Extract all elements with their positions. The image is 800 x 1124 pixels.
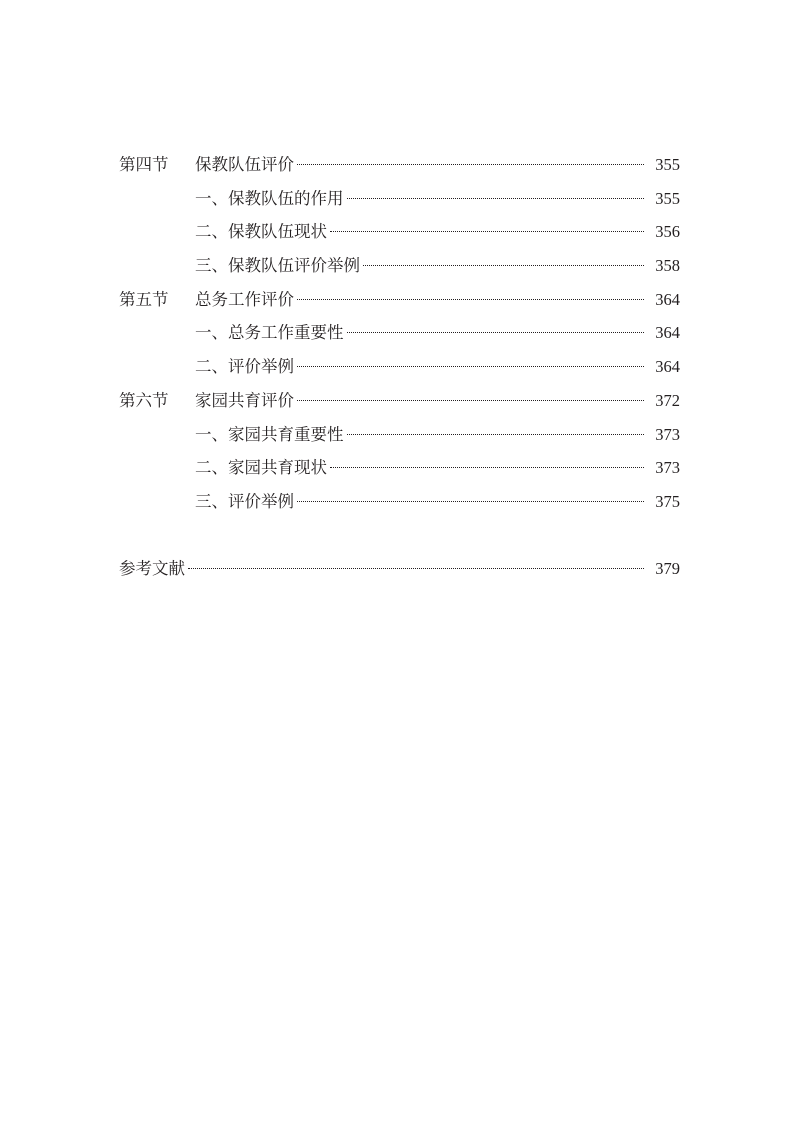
dot-leader <box>347 332 645 333</box>
page-number: 355 <box>655 155 680 174</box>
dot-leader <box>297 164 644 165</box>
page-number: 364 <box>655 289 680 309</box>
dot-leader <box>330 231 644 232</box>
entry-title: 二、评价举例 <box>195 357 294 377</box>
entry-title: 一、保教队伍的作用 <box>195 188 344 208</box>
page-number: 379 <box>655 558 680 578</box>
toc-entry[interactable] <box>119 350 680 384</box>
page-number: 358 <box>655 256 680 276</box>
page-number: 355 <box>655 188 680 208</box>
dot-leader <box>297 400 644 401</box>
section-number: 第六节 <box>119 390 169 410</box>
section-number: 第五节 <box>119 289 169 309</box>
dot-leader <box>347 434 645 435</box>
page-number: 364 <box>655 357 680 377</box>
toc-references[interactable] <box>119 552 680 586</box>
entry-title: 三、保教队伍评价举例 <box>195 256 360 276</box>
spacer <box>119 519 680 552</box>
page-number: 364 <box>655 323 680 343</box>
section-number: 第四节 <box>119 155 169 174</box>
entry-title: 三、评价举例 <box>195 491 294 511</box>
toc-entry[interactable] <box>119 485 680 519</box>
toc-entry[interactable] <box>119 182 680 216</box>
dot-leader <box>297 501 644 502</box>
toc-entry[interactable] <box>119 316 680 350</box>
dot-leader <box>347 198 645 199</box>
dot-leader <box>188 568 644 569</box>
toc-entry[interactable] <box>119 215 680 249</box>
dot-leader <box>297 366 644 367</box>
section-title: 保教队伍评价 <box>195 155 294 174</box>
toc-entry[interactable] <box>119 451 680 485</box>
page-number: 373 <box>655 458 680 478</box>
toc-section-5[interactable] <box>119 283 680 317</box>
dot-leader <box>297 299 644 300</box>
dot-leader <box>363 265 644 266</box>
toc-section-4[interactable] <box>119 148 680 182</box>
table-of-contents <box>119 148 680 585</box>
entry-title: 二、保教队伍现状 <box>195 222 327 242</box>
page-number: 375 <box>655 491 680 511</box>
references-title: 参考文献 <box>119 558 185 578</box>
toc-entry[interactable] <box>119 418 680 452</box>
entry-title: 一、总务工作重要性 <box>195 323 344 343</box>
toc-section-6[interactable] <box>119 384 680 418</box>
entry-title: 一、家园共育重要性 <box>195 424 344 444</box>
toc-entry[interactable] <box>119 249 680 283</box>
page-number: 356 <box>655 222 680 242</box>
entry-title: 二、家园共育现状 <box>195 458 327 478</box>
section-title: 总务工作评价 <box>195 289 294 309</box>
page-number: 373 <box>655 424 680 444</box>
page-number: 372 <box>655 390 680 410</box>
dot-leader <box>330 467 644 468</box>
section-title: 家园共育评价 <box>195 390 294 410</box>
